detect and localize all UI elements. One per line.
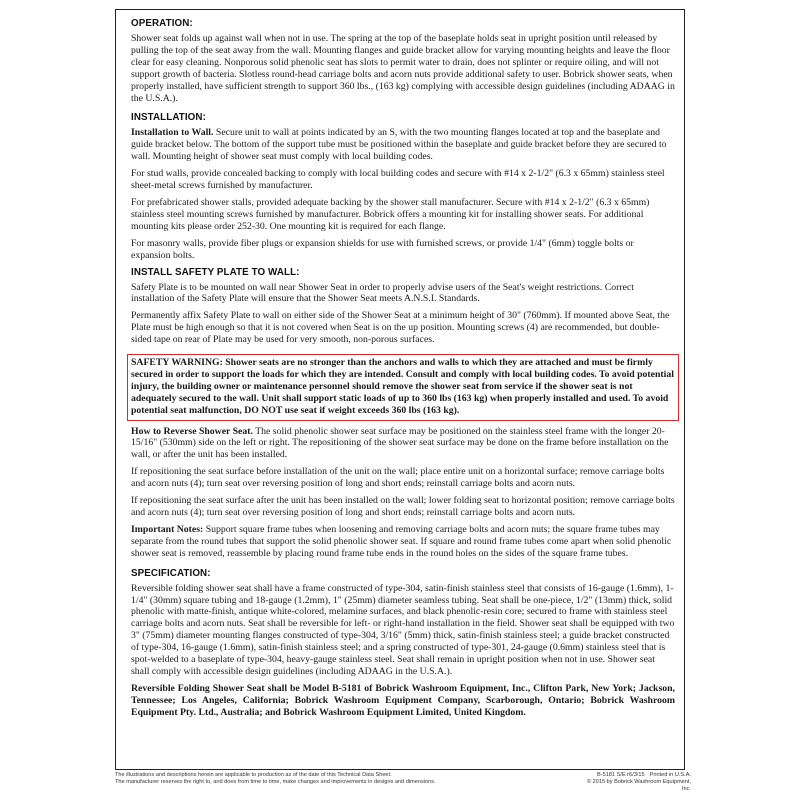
footer-line-2: The manufacturer reserves the right to, and does from time to time, make changes and improvements in designs and dimensions.: [115, 779, 436, 786]
footer-line-1: The illustrations and descriptions herein are applicable to production as of the date of this Technical Data Sheet.: [115, 772, 392, 778]
safety-warning-box: SAFETY WARNING: Shower seats are no stronger than the anchors and walls to which they are attached and must be firmly secured in order to support the loads for which they are intended. Consult and comply with local building codes. To avoid potential injury, the building owner or maintenance personnel should remove the shower seat from service if the shower seat is not adequately secured to the wall. Unit shall support static loads of up to 360 lbs (163 kg) when properly installed and used. To avoid potential seat malfunction, DO NOT use seat if weight exceeds 360 lbs (163 kg).: [127, 354, 679, 421]
specification-text: Reversible folding shower seat shall have a frame constructed of type-304, satin-finish stainless steel that consists of 16-gauge (1.6mm), 1-1/4" (30mm) square tubing and 18-gauge (1.2mm), 1" (25mm) diameter seamless tubing. Seat shall be one-piece, 1/2" (13mm) thick, solid phenolic with matte-finish, antique white-colored, melamine surfaces, and black phenolic-resin core; secured to frame with stainless steel carriage bolts and acorn nuts. Seat shall be reversible for left- or right-hand installation in the field. Shower seat shall be equipped with two 3" (75mm) diameter mounting flanges constructed of type-304, 3/16" (5mm) thick, satin-finish stainless steel; a guide bracket constructed of type-304, 16-gauge (1.6mm), satin-finish stainless steel; and a spring constructed of type-301, 24-gauge (0.6mm) stainless steel that is spot-welded to a baseplate of type-304, heavy-gauge stainless steel. Seat shall remain in upright position when not in use. Shower seat shall comply with accessible design guidelines (including ADAAG in the U.S.A.).: [131, 582, 675, 677]
footer-printed: Printed in U.S.A.: [649, 772, 691, 778]
specification-heading: SPECIFICATION:: [131, 567, 211, 579]
installation-masonry-text: For masonry walls, provide fiber plugs or expansion shields for use with furnished screws, or provide 1/4" (6mm) toggle bolts or expansion bolts.: [131, 237, 634, 261]
important-notes-paragraph: [131, 524, 675, 560]
important-notes-text: Support square frame tubes when loosening and removing carriage bolts and acorn nuts; the square frame tubes may separate from the round tubes that support the solid phenolic shower seat. If square and round frame tubes come apart when solid phenolic shower seat is removed, reassemble by placing round frame tube ends in the round holes on the sides of the square frame tubes.: [131, 523, 672, 559]
document-body: [131, 18, 675, 724]
installation-wall-lead: Installation to Wall.: [131, 127, 214, 139]
installation-stud-text: For stud walls, provide concealed backing to comply with local building codes and secure with #14 x 2-1/2" (6.3 x 65mm) stainless steel sheet-metal screws furnished by manufacturer.: [131, 168, 665, 192]
reverse-text: The solid phenolic shower seat surface may be positioned on the stainless steel frame with the longer 20-15/16" (530mm) side on the left or right. The repositioning of the shower seat surface may be done on the frame before installation on the wall, or after the unit has been installed.: [131, 425, 669, 461]
safety-plate-heading: INSTALL SAFETY PLATE TO WALL:: [131, 266, 300, 278]
reverse-paragraph: [131, 426, 675, 462]
reverse-after-text: If repositioning the seat surface after the unit has been installed on the wall; lower folding seat to horizontal position; remove carriage bolts and acorn nuts (4); turn seat over reversing position of long and short ends; reinstall carriage bolts and acorn nuts.: [131, 495, 675, 518]
specification-final: Reversible Folding Shower Seat shall be Model B-5181 of Bobrick Washroom Equipment, Inc., Clifton Park, New York; Jackson, Tennessee; Los Angeles, California; Bobrick Washroom Equipment Company, Scarborough, Ontario; Bobrick Washroom Equipment Pty. Ltd., Australia; and Bobrick Washroom Equipment Limited, United Kingdom.: [131, 682, 675, 718]
footer-right: [586, 772, 691, 794]
footer-copyright: © 2015 by Bobrick Washroom Equipment, Inc.: [586, 779, 691, 793]
footer-disclaimer: [115, 772, 475, 786]
installation-wall-paragraph: [131, 127, 675, 163]
important-notes-lead: Important Notes:: [131, 523, 204, 535]
reverse-before-text: If repositioning the seat surface before installation of the unit on the wall; place entire unit on a horizontal surface; remove carriage bolts and acorn nuts (4); turn seat over reversing position of long and short ends; reinstall carriage bolts and acorn nuts.: [131, 466, 665, 490]
safety-plate-text-2: Permanently affix Safety Plate to wall on either side of the Shower Seat at a minimum height of 30" (760mm). If mounted above Seat, the Plate must be high enough so that it is not covered when Seat is on the up position. Mounting screws (4) are recommended, but double-sided tape on rear of Plate may be used for very smooth, non-porous surfaces.: [131, 310, 670, 346]
footer-doc-code: B-5181 S/E r6/3/15: [597, 772, 645, 778]
installation-prefab-text: For prefabricated shower stalls, provided adequate backing by the shower stall manufacturer. Secure with #14 x 2-1/2" (6.3 x 65mm) stainless steel mounting screws furnished by manufacturer. Bobrick offers a mounting kit for installing shower seats. For additional mounting kits please order 252-30. One mounting kit is required for each flange.: [131, 196, 650, 232]
operation-heading: OPERATION:: [131, 18, 193, 29]
reverse-lead: How to Reverse Shower Seat.: [131, 425, 253, 437]
installation-wall-text: Secure unit to wall at points indicated by an S, with the two mounting flanges located at top and the baseplate and guide bracket below. The bottom of the support tube must be positioned within the baseplate and guide bracket before they are secured to wall. Mounting height of shower seat must comply with local building codes.: [131, 127, 667, 163]
operation-text: Shower seat folds up against wall when not in use. The spring at the top of the baseplate holds seat in upright position until released by pulling the top of the seat away from the wall. Mounting flanges and guide bracket allow for varying mounting heights and leave the floor clear for easy cleaning. Nonporous solid phenolic seat has slots to permit water to drain, does not splinter or require oiling, and will not support growth of bacteria. Slotless round-head carriage bolts and acorn nuts provide additional safety to user. Bobrick shower seats, when properly installed, have sufficient strength to support 360 lbs., (163 kg) complying with accessible design guidelines (including ADAAG in the U.S.A.).: [131, 33, 675, 104]
safety-plate-text-1: Safety Plate is to be mounted on wall near Shower Seat in order to properly advise users of the Seat's weight restrictions. Correct installation of the Safety Plate will ensure that the Shower Seat meets A.N.S.I. Standards.: [131, 281, 634, 305]
installation-heading: INSTALLATION:: [131, 112, 206, 124]
